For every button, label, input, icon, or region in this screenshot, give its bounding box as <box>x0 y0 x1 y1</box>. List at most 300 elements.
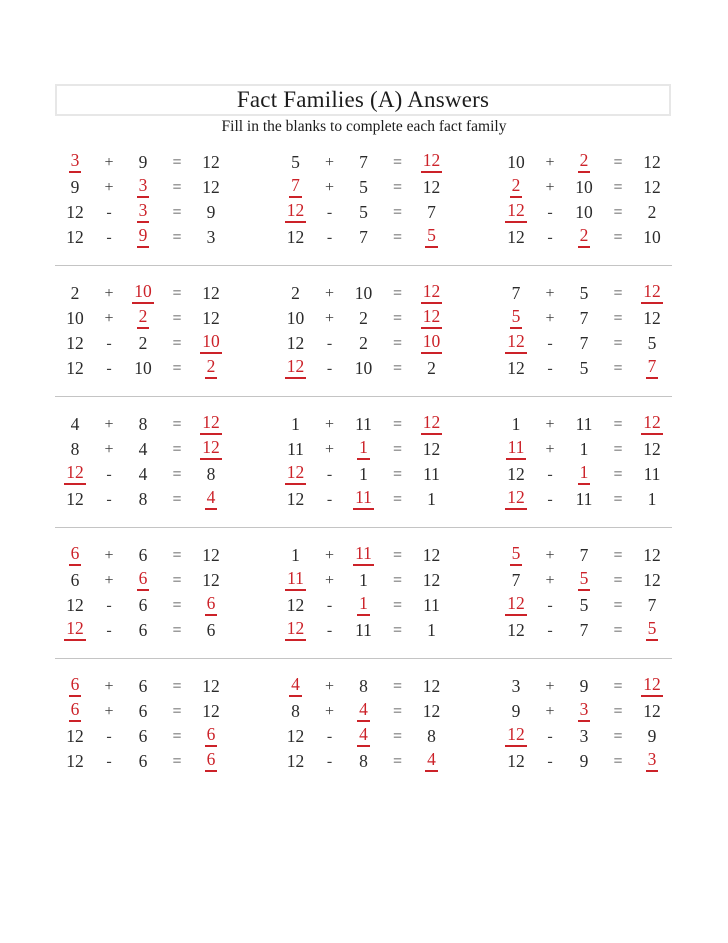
answer-value: 12 <box>200 414 222 435</box>
answer-value: 12 <box>421 152 443 173</box>
equals-sign: = <box>613 359 623 377</box>
equals-sign: = <box>392 621 403 639</box>
answer-value: 12 <box>285 620 307 641</box>
term: 12 <box>422 438 441 459</box>
equals-sign: = <box>613 727 623 745</box>
answer-term <box>344 699 384 724</box>
term: 6 <box>138 594 148 615</box>
operator: + <box>104 415 114 433</box>
answer-term <box>412 225 452 250</box>
term: 5 <box>359 201 368 222</box>
operator: + <box>324 702 335 720</box>
equals-sign: = <box>613 596 623 614</box>
term: 7 <box>359 151 368 172</box>
term: 12 <box>202 569 220 590</box>
operator: - <box>326 490 333 508</box>
equals-sign: = <box>172 203 182 221</box>
answer-term <box>276 175 316 200</box>
answer-term <box>191 487 231 512</box>
equals-sign: = <box>392 415 403 433</box>
operator: - <box>106 752 112 770</box>
answer-value: 10 <box>200 333 222 354</box>
answer-value: 12 <box>285 202 307 223</box>
answer-term <box>412 306 452 331</box>
title-box <box>55 84 671 116</box>
term: 8 <box>359 675 368 696</box>
answer-term <box>496 593 536 618</box>
operator: - <box>326 359 333 377</box>
equals-sign: = <box>172 334 182 352</box>
operator: + <box>324 571 335 589</box>
answer-term <box>191 749 231 774</box>
answer-value: 3 <box>137 202 150 223</box>
term: 12 <box>643 151 661 172</box>
answer-value: 12 <box>285 358 307 379</box>
answer-value: 2 <box>510 177 523 198</box>
answer-term <box>564 150 604 175</box>
equals-sign: = <box>613 621 623 639</box>
equals-sign: = <box>613 334 623 352</box>
term: 1 <box>427 619 436 640</box>
term: 10 <box>354 282 373 303</box>
answer-term <box>496 306 536 331</box>
answer-value: 5 <box>578 570 591 591</box>
answer-term <box>55 543 95 568</box>
term: 6 <box>138 619 148 640</box>
answer-term <box>496 487 536 512</box>
fact-family-block <box>276 150 452 250</box>
term: 12 <box>202 675 220 696</box>
term: 5 <box>647 332 657 353</box>
answer-term <box>344 543 384 568</box>
answer-value: 5 <box>646 620 659 641</box>
answer-value: 12 <box>641 283 663 304</box>
equals-sign: = <box>392 677 403 695</box>
term: 12 <box>202 700 220 721</box>
answer-value: 2 <box>578 227 591 248</box>
group-divider <box>55 265 672 266</box>
answer-term <box>496 175 536 200</box>
operator: + <box>104 153 114 171</box>
term: 12 <box>643 176 661 197</box>
equals-sign: = <box>172 702 182 720</box>
fact-family-block <box>276 412 452 512</box>
operator: - <box>106 490 112 508</box>
operator: - <box>547 727 553 745</box>
fact-family-block <box>55 150 231 250</box>
term: 12 <box>643 700 661 721</box>
answer-term <box>564 462 604 487</box>
operator: + <box>545 309 555 327</box>
term: 7 <box>579 307 589 328</box>
answer-term <box>632 356 672 381</box>
equals-sign: = <box>613 465 623 483</box>
operator: - <box>326 228 333 246</box>
answer-value: 11 <box>353 545 374 566</box>
operator: + <box>104 440 114 458</box>
equals-sign: = <box>613 490 623 508</box>
term: 7 <box>511 569 521 590</box>
fact-family-block <box>496 543 672 643</box>
term: 12 <box>422 176 441 197</box>
equals-sign: = <box>613 546 623 564</box>
answer-value: 6 <box>205 726 218 747</box>
fact-family-group <box>55 281 672 381</box>
operator: - <box>106 621 112 639</box>
answer-term <box>632 618 672 643</box>
term: 2 <box>359 332 368 353</box>
term: 1 <box>427 488 436 509</box>
answer-value: 4 <box>289 676 302 697</box>
equals-sign: = <box>172 571 182 589</box>
answer-value: 12 <box>505 489 527 510</box>
operator: - <box>547 752 553 770</box>
equals-sign: = <box>392 490 403 508</box>
operator: + <box>324 284 335 302</box>
term: 11 <box>423 594 440 615</box>
term: 1 <box>579 438 589 459</box>
answer-term <box>344 593 384 618</box>
operator: - <box>547 621 553 639</box>
fact-family-block <box>55 543 231 643</box>
term: 7 <box>579 544 589 565</box>
term: 10 <box>575 176 593 197</box>
operator: - <box>547 334 553 352</box>
group-divider <box>55 658 672 659</box>
operator: - <box>326 752 333 770</box>
answer-term <box>276 462 316 487</box>
fact-family-group <box>55 412 672 512</box>
equals-sign: = <box>392 359 403 377</box>
operator: - <box>547 359 553 377</box>
answer-value: 3 <box>137 177 150 198</box>
term: 7 <box>427 201 436 222</box>
operator: - <box>326 334 333 352</box>
term: 2 <box>138 332 148 353</box>
term: 3 <box>206 226 216 247</box>
answer-value: 9 <box>137 227 150 248</box>
answer-term <box>276 568 316 593</box>
term: 6 <box>138 725 148 746</box>
operator: + <box>545 178 555 196</box>
equals-sign: = <box>172 546 182 564</box>
term: 2 <box>70 282 80 303</box>
operator: + <box>545 153 555 171</box>
fact-family-block <box>276 543 452 643</box>
fact-family-group <box>55 674 672 774</box>
answer-value: 1 <box>357 439 370 460</box>
equals-sign: = <box>392 752 403 770</box>
operator: + <box>324 440 335 458</box>
equals-sign: = <box>392 228 403 246</box>
answer-term <box>496 331 536 356</box>
term: 12 <box>422 700 441 721</box>
term: 6 <box>138 544 148 565</box>
answer-value: 12 <box>505 726 527 747</box>
operator: - <box>547 465 553 483</box>
term: 11 <box>287 438 304 459</box>
answer-term <box>276 674 316 699</box>
term: 2 <box>427 357 436 378</box>
equals-sign: = <box>392 178 403 196</box>
answer-value: 12 <box>200 439 222 460</box>
equals-sign: = <box>392 571 403 589</box>
term: 10 <box>134 357 152 378</box>
term: 12 <box>202 176 220 197</box>
term: 8 <box>427 725 436 746</box>
answer-term <box>123 175 163 200</box>
term: 12 <box>286 594 305 615</box>
term: 12 <box>66 226 84 247</box>
term: 7 <box>511 282 521 303</box>
term: 12 <box>66 357 84 378</box>
term: 7 <box>359 226 368 247</box>
term: 9 <box>579 750 589 771</box>
equals-sign: = <box>172 465 182 483</box>
answer-value: 6 <box>205 751 218 772</box>
term: 5 <box>579 357 589 378</box>
answer-term <box>191 331 231 356</box>
term: 12 <box>507 619 525 640</box>
answer-value: 6 <box>205 595 218 616</box>
answer-term <box>191 593 231 618</box>
fact-family-block <box>496 412 672 512</box>
answer-term <box>191 437 231 462</box>
term: 12 <box>66 201 84 222</box>
operator: - <box>547 228 553 246</box>
answer-value: 6 <box>69 545 82 566</box>
answer-term <box>412 749 452 774</box>
fact-family-block <box>55 412 231 512</box>
term: 6 <box>70 569 80 590</box>
operator: - <box>106 359 112 377</box>
answer-term <box>632 749 672 774</box>
operator: + <box>104 702 114 720</box>
operator: - <box>547 490 553 508</box>
answer-value: 3 <box>578 701 591 722</box>
term: 12 <box>202 544 220 565</box>
term: 12 <box>422 544 441 565</box>
term: 12 <box>286 725 305 746</box>
operator: + <box>545 415 555 433</box>
operator: + <box>104 309 114 327</box>
answer-term <box>55 699 95 724</box>
equals-sign: = <box>613 153 623 171</box>
term: 12 <box>66 725 84 746</box>
operator: + <box>324 677 335 695</box>
answer-value: 12 <box>64 620 86 641</box>
equals-sign: = <box>172 178 182 196</box>
term: 10 <box>66 307 84 328</box>
equals-sign: = <box>172 596 182 614</box>
term: 6 <box>138 750 148 771</box>
term: 12 <box>286 750 305 771</box>
answer-term <box>496 200 536 225</box>
term: 6 <box>206 619 216 640</box>
page-title: Fact Families (A) Answers <box>236 87 490 112</box>
answer-term <box>123 200 163 225</box>
term: 12 <box>643 569 661 590</box>
equals-sign: = <box>392 334 403 352</box>
term: 7 <box>579 619 589 640</box>
term: 5 <box>579 594 589 615</box>
answer-term <box>564 699 604 724</box>
term: 1 <box>511 413 521 434</box>
answer-term <box>276 200 316 225</box>
equals-sign: = <box>392 440 403 458</box>
term: 12 <box>286 226 305 247</box>
answer-term <box>632 281 672 306</box>
fact-family-group <box>55 543 672 643</box>
answer-term <box>632 674 672 699</box>
operator: + <box>104 284 114 302</box>
term: 6 <box>138 700 148 721</box>
term: 9 <box>70 176 80 197</box>
equals-sign: = <box>392 546 403 564</box>
operator: + <box>545 440 555 458</box>
term: 12 <box>643 307 661 328</box>
equals-sign: = <box>172 727 182 745</box>
term: 4 <box>138 463 148 484</box>
term: 8 <box>206 463 216 484</box>
term: 9 <box>579 675 589 696</box>
term: 11 <box>355 413 372 434</box>
answer-term <box>412 331 452 356</box>
answer-term <box>564 568 604 593</box>
answer-value: 10 <box>132 283 154 304</box>
term: 11 <box>643 463 661 484</box>
term: 9 <box>647 725 657 746</box>
term: 8 <box>291 700 300 721</box>
term: 12 <box>507 750 525 771</box>
answer-value: 1 <box>578 464 591 485</box>
answer-term <box>632 412 672 437</box>
fact-family-block <box>276 674 452 774</box>
equals-sign: = <box>613 677 623 695</box>
operator: - <box>326 621 333 639</box>
fact-family-grid <box>55 150 672 774</box>
operator: - <box>326 465 333 483</box>
answer-value: 5 <box>510 545 523 566</box>
answer-term <box>55 462 95 487</box>
equals-sign: = <box>172 440 182 458</box>
equals-sign: = <box>172 284 182 302</box>
equals-sign: = <box>392 309 403 327</box>
term: 12 <box>422 675 441 696</box>
term: 2 <box>647 201 657 222</box>
operator: + <box>545 702 555 720</box>
answer-value: 12 <box>641 676 663 697</box>
operator: + <box>324 546 335 564</box>
fact-family-block <box>55 674 231 774</box>
equals-sign: = <box>392 153 403 171</box>
operator: - <box>106 228 112 246</box>
operator: + <box>545 546 555 564</box>
term: 9 <box>138 151 148 172</box>
equals-sign: = <box>392 727 403 745</box>
answer-term <box>344 437 384 462</box>
answer-value: 10 <box>421 333 443 354</box>
operator: + <box>104 178 114 196</box>
answer-term <box>412 412 452 437</box>
answer-value: 4 <box>357 701 370 722</box>
term: 11 <box>575 488 593 509</box>
fact-family-block <box>496 150 672 250</box>
answer-term <box>55 674 95 699</box>
answer-value: 2 <box>137 308 150 329</box>
fact-family-group <box>55 150 672 250</box>
fact-family-block <box>496 281 672 381</box>
equals-sign: = <box>172 752 182 770</box>
equals-sign: = <box>613 203 623 221</box>
term: 12 <box>507 463 525 484</box>
answer-value: 12 <box>421 283 443 304</box>
term: 8 <box>70 438 80 459</box>
answer-value: 6 <box>69 701 82 722</box>
answer-value: 12 <box>421 308 443 329</box>
term: 12 <box>66 594 84 615</box>
fact-family-block <box>496 674 672 774</box>
term: 6 <box>138 675 148 696</box>
term: 10 <box>643 226 661 247</box>
term: 1 <box>647 488 657 509</box>
term: 7 <box>579 332 589 353</box>
term: 12 <box>202 151 220 172</box>
answer-term <box>496 543 536 568</box>
answer-term <box>55 150 95 175</box>
answer-term <box>412 281 452 306</box>
equals-sign: = <box>613 571 623 589</box>
answer-term <box>191 356 231 381</box>
answer-term <box>191 724 231 749</box>
term: 11 <box>423 463 440 484</box>
equals-sign: = <box>613 440 623 458</box>
operator: + <box>104 571 114 589</box>
operator: - <box>547 203 553 221</box>
term: 1 <box>291 544 300 565</box>
answer-value: 4 <box>205 489 218 510</box>
term: 12 <box>286 332 305 353</box>
term: 12 <box>66 488 84 509</box>
term: 8 <box>138 413 148 434</box>
operator: + <box>545 284 555 302</box>
operator: - <box>106 596 112 614</box>
term: 3 <box>511 675 521 696</box>
term: 12 <box>507 357 525 378</box>
operator: - <box>106 465 112 483</box>
term: 2 <box>291 282 300 303</box>
answer-term <box>123 306 163 331</box>
equals-sign: = <box>172 415 182 433</box>
fact-family-block <box>276 281 452 381</box>
operator: - <box>106 727 112 745</box>
answer-value: 12 <box>505 202 527 223</box>
term: 12 <box>286 488 305 509</box>
term: 12 <box>66 332 84 353</box>
equals-sign: = <box>172 621 182 639</box>
operator: + <box>545 571 555 589</box>
term: 11 <box>575 413 593 434</box>
operator: + <box>545 677 555 695</box>
answer-value: 4 <box>425 751 438 772</box>
page-subtitle: Fill in the blanks to complete each fact family <box>221 118 507 135</box>
term: 12 <box>643 544 661 565</box>
answer-value: 11 <box>285 570 306 591</box>
term: 12 <box>202 282 220 303</box>
answer-value: 5 <box>425 227 438 248</box>
answer-value: 5 <box>510 308 523 329</box>
term: 8 <box>138 488 148 509</box>
